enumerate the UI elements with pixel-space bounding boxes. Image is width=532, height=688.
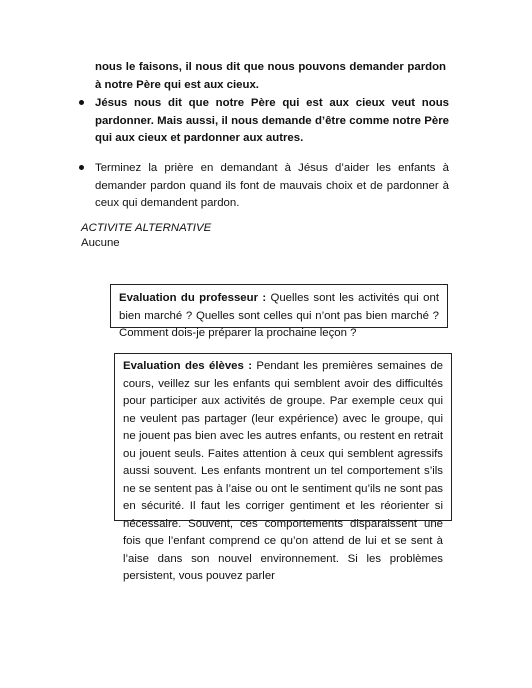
alternative-activity-body: Aucune (81, 237, 120, 249)
alternative-activity-heading: ACTIVITE ALTERNATIVE (81, 222, 212, 234)
bullet-text: Terminez la prière en demandant à Jésus d’aider les enfants à demander pardon quand ils font de mauvais choix et de pardonner à ceux qui demandent pardon. (95, 162, 449, 209)
bullet-text: Jésus nous dit que notre Père qui est aux cieux veut nous pardonner. Mais aussi, il nous demande d’être comme notre Père qui aux cieux et pardonner aux autres. (95, 97, 449, 144)
teacher-evaluation-label: Evaluation du professeur : (119, 292, 267, 304)
bullet-dot-icon (79, 165, 84, 170)
student-evaluation-label: Evaluation des élèves : (123, 360, 253, 372)
teacher-evaluation-box (110, 284, 448, 339)
bullet-dot-icon (79, 100, 84, 105)
bullet-item-forgiveness (79, 95, 449, 148)
teacher-evaluation-text (119, 290, 439, 343)
student-evaluation-body: Pendant les premières semaines de cours, veillez sur les enfants qui semblent avoir des difficultés pour participer aux activités de groupe. Par exemple ceux qui ne veulent pas partager (leur expérience) avec le groupe, qui ne jouent pas bien avec les autres enfants, ou restent en retrait ou jouent seuls. Faites attention à ceux qui semblent agressifs aussi souvent. Les enfants montrent un tel comportement s’ils ne se sentent pas à l’aise ou ont le sentiment qu’ils ne sont pas en sécurité. Il faut les corriger gentiment et les réorienter si nécessaire. Souvent, ces comportements disparaissent une fois que l’enfant comprend ce qu’on attend de lui et se sent à l’aise dans son nouvel environnement. Si les problèmes persistent, vous pouvez parler (123, 360, 443, 582)
continued-paragraph: nous le faisons, il nous dit que nous pouvons demander pardon à notre Père qui est aux cieux. (95, 61, 446, 91)
student-evaluation-box (114, 353, 452, 582)
teacher-evaluation-questions: Quelles sont les activités qui ont bien marché ? Quelles sont celles qui n’ont pas bien marché ? Comment dois-je préparer la prochaine leçon ? (119, 292, 439, 339)
bullet-item-prayer (79, 160, 449, 213)
student-evaluation-text (123, 358, 443, 586)
